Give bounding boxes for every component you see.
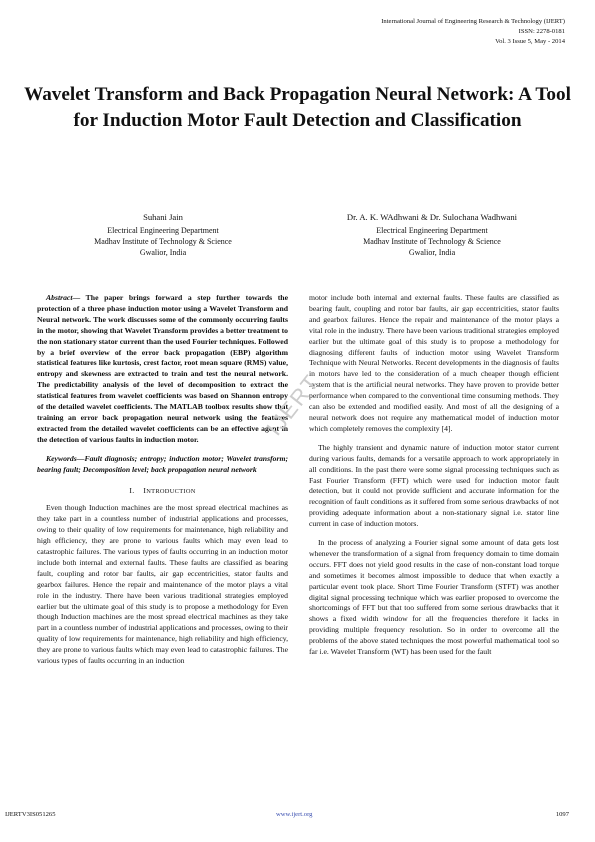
author-city: Gwalior, India [408, 248, 456, 257]
author-block-1 [58, 212, 268, 258]
issn: ISSN: 2278-0181 [518, 28, 565, 35]
journal-name: International Journal of Engineering Research & Technology (IJERT) [381, 18, 565, 25]
intro-paragraph: Even though Induction machines are the most spread electrical machines as they take part in a countless number of industrial applications and processes, owing to their quality of low requirements for maintenance, high reliability and high efficiency, they are prone to various faults which may even lead to catastrophic failures. The various types of faults occurring in an induction motor include both internal and external faults. These faults are classified as bearing fault, coupling and rotor bar faults, air gap eccentricities, stator faults and gearbox failures. Hence the repair and maintenance of the motor plays a vital role in the industry. There have been various traditional strategies employed earlier but the ultimate goal of this study is to propose a methodology for Even though Induction machines are the most spread electrical machines as they take part in a countless number of industrial applications and processes, owing to their quality of low requirements for maintenance, high reliability and high efficiency, they are prone to various faults which may even lead to catastrophic failures. The various types of faults occurring in an induction [37, 503, 288, 666]
page-number: 1097 [555, 811, 569, 818]
watermark: IJERT [261, 369, 325, 441]
keywords: Keywords—Fault diagnosis; entropy; induction motor; Wavelet transform; bearing fault; Decomposition level; back propagation neural network [37, 453, 288, 474]
author-institute: Madhav Institute of Technology & Science [94, 237, 232, 246]
author-department: Electrical Engineering Department [107, 226, 219, 235]
author-block-2 [302, 212, 562, 258]
body-paragraph-1: motor include both internal and external faults. These faults are classified as bearing fault, coupling and rotor bar faults, air gap eccentricities, stator faults and gearbox failures. Hence the repair and maintenance of the motor plays a vital role in the industry. There have been various traditional strategies employed earlier but the ultimate goal of this study is to propose a methodology for diagnosing different faults of induction motor using Wavelet Transform Technique with Neural Networks. Recent developments in the diagnosis of faults in motors have led to the consideration of a much cheaper though efficient system that is the artificial neural networks. They have proven to provide better performance when compared to the conventional time consuming methods. They can also be extended and modified easily. And most of all the designing of a neural network does not require any mathematical model of induction motor which completely removes the complexity [4]. [309, 293, 559, 433]
section-title-rest: NTRODUCTION [146, 487, 196, 495]
section-heading-introduction [37, 486, 288, 498]
section-title-initial: I [143, 485, 147, 495]
right-column [309, 293, 559, 658]
abstract-text: — The paper brings forward a step further towards the protection of a three phase induction motor using a Wavelet Transform and Neural network. The work discusses some of the commonly occurring faults in the motor, showing that Wavelet Transform provides a better treatment to the non stationary stator current than the used Fourier techniques. Followed by a brief overview of the error back propagation (EBP) algorithm statistical features like kurtosis, crest factor, root mean square (RMS) value, entropy and skewness are extracted to train and test the neural network. The predictability analysis of the level of decomposition to extract the statistical features from wavelet coefficients was based on Shannon entropy of the detailed wavelet coefficients. The MATLAB toolbox results show that training an error back propagation neural network using the features extracted from the detailed wavelet coefficients can be an effective agent in the detection of various faults in induction motor. [37, 293, 288, 444]
abstract [37, 293, 288, 446]
left-column [37, 293, 288, 667]
author-city: Gwalior, India [139, 248, 187, 257]
journal-header [381, 17, 565, 47]
author-institute: Madhav Institute of Technology & Science [363, 237, 501, 246]
body-paragraph-2: The highly transient and dynamic nature of induction motor stator current during various faults, demands for a versatile approach to work appropriately in all conditions. In the past there were some signal processing techniques such as Fast Fourier Transform (FFT) which were used for induction motor fault detection, but it could not provide sufficient and accurate information for the recognition of fault conditions as it suffered from some serious drawbacks of not providing adequate information about a non-stationary signal i.e. stator line current in case of induction motors. [309, 442, 559, 529]
section-number: I. [129, 485, 135, 495]
paper-title: Wavelet Transform and Back Propagation Neural Network: A Tool for Induction Motor Fault Detection and Classification [24, 84, 571, 131]
journal-url-link[interactable]: www.ijert.org [276, 811, 313, 818]
volume-issue: Vol. 3 Issue 5, May - 2014 [495, 38, 565, 45]
body-paragraph-3: In the process of analyzing a Fourier signal some amount of data gets lost whenever the transformation of a signal from frequency domain to time domain occurs. FFT does not yield good results in the case of non-constant load torque and sometimes it becomes almost impossible to deduce that when exactly a particular event took place. Short Time Fourier Transform (STFT) was another digital signal processing technique which was earlier proposed to overcome the shortcomings of FFT but that too suffered from some serious drawbacks that it shows a fixed width window for all the frequencies therefore it lacks in providing multiple frequency resolution. So in order to overcome all the problems of the above stated techniques the most powerful mathematical tool so far i.e. Wavelet Transform (WT) has been used for the fault [309, 538, 559, 657]
author-department: Electrical Engineering Department [376, 226, 488, 235]
paper-id: IJERTV3IS051265 [5, 811, 56, 818]
author-name: Suhani Jain [143, 212, 183, 222]
abstract-label: Abstract [46, 293, 73, 302]
author-name: Dr. A. K. WAdhwani & Dr. Sulochana Wadhwani [346, 212, 518, 222]
